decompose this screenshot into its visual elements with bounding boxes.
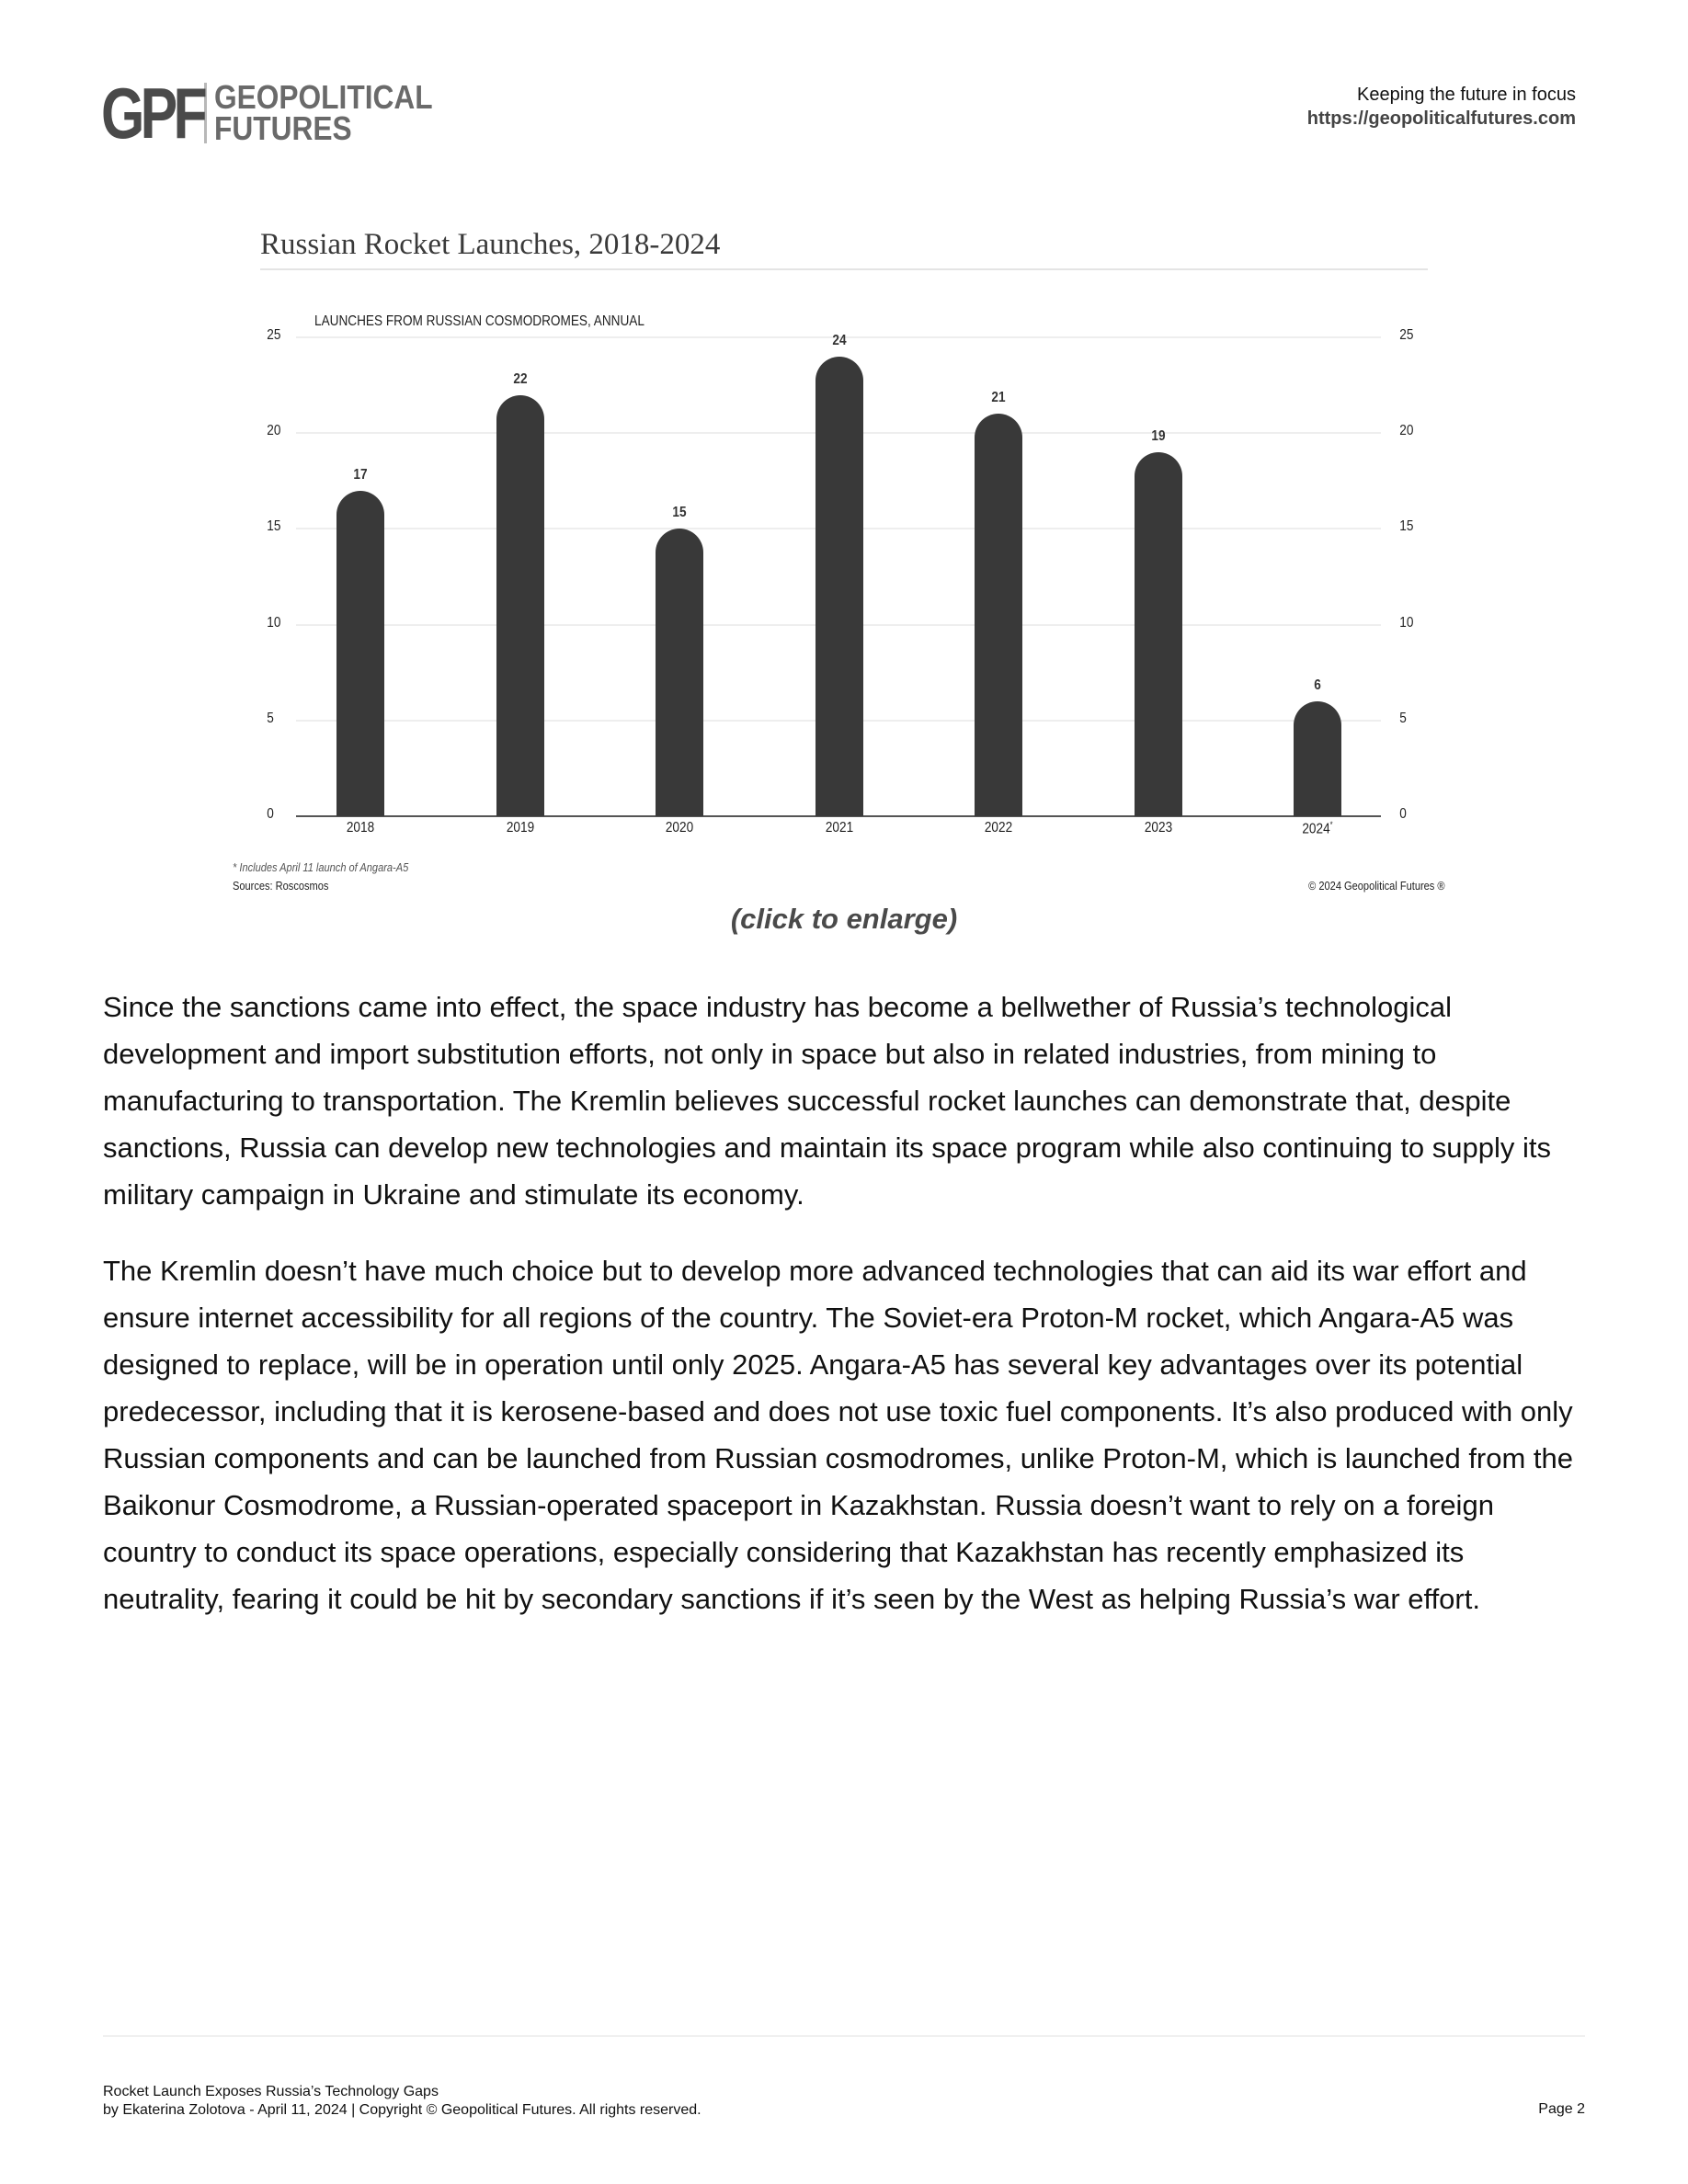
bar-value-label: 19 [1151, 428, 1166, 445]
y-axis-tick-left: 25 [267, 327, 281, 343]
y-axis-tick-right: 15 [1399, 518, 1414, 535]
gpf-logo [101, 73, 462, 154]
footer-byline: by Ekaterina Zolotova - April 11, 2024 | Copyright © Geopolitical Futures. All rights reserved. [103, 2102, 701, 2118]
article-paragraph: The Kremlin doesn’t have much choice but to develop more advanced technologies that can aid its war effort and ensure internet accessibility for all regions of the country. The Soviet-era Proton-M rocket, which Angara-A5 was designed to replace, will be in operation until only 2025. Angara-A5 has several key advantages over its potential predecessor, including that it is kerosene-based and does not use toxic fuel components. It’s also produced with only Russian components and can be launched from Russian cosmodromes, unlike Proton-M, which is launched from the Baikonur Cosmodrome, a Russian-operated spaceport in Kazakhstan. Russia doesn’t want to rely on a foreign country to conduct its space operations, especially considering that Kazakhstan has recently emphasized its neutrality, fearing it could be hit by secondary sanctions if it’s seen by the West as helping Russia’s war effort. [103, 1255, 1574, 1615]
header-tagline-block [1307, 83, 1576, 131]
logo-wordmark [214, 78, 462, 147]
x-axis-tick: 2021 [825, 820, 854, 836]
logo-line-1: GEOPOLITICAL [214, 78, 433, 116]
bar-2024 [1294, 701, 1341, 816]
chart-plot-area [230, 221, 1462, 901]
y-axis-tick-left: 0 [267, 806, 274, 822]
chart-subtitle: LAUNCHES FROM RUSSIAN COSMODROMES, ANNUAL [314, 313, 644, 329]
y-axis-tick-right: 0 [1399, 806, 1407, 822]
x-axis-tick: 2018 [346, 820, 375, 836]
x-axis-tick: 2019 [506, 820, 535, 836]
click-to-enlarge-link[interactable]: (click to enlarge) [730, 903, 958, 935]
bar-2019 [496, 395, 544, 816]
y-axis-tick-left: 20 [267, 423, 281, 439]
chart-copyright: © 2024 Geopolitical Futures ® [1308, 879, 1445, 893]
y-axis-tick-right: 5 [1399, 710, 1407, 726]
chart-figure[interactable] [230, 221, 1462, 901]
bar-value-label: 24 [832, 332, 847, 348]
x-axis-tick: 2024* [1302, 820, 1333, 837]
bar-2021 [815, 357, 863, 816]
bar-2023 [1135, 452, 1182, 816]
bar-value-label: 6 [1314, 677, 1321, 693]
article-paragraph: Since the sanctions came into effect, the space industry has become a bellwether of Russia’s technological development and import substitution efforts, not only in space but also in related industries, from mining to manufacturing to transportation. The Kremlin believes successful rocket launches can demonstrate that, despite sanctions, Russia can develop new technologies and maintain its space program while also continuing to supply its military campaign in Ukraine and stimulate its economy. [103, 991, 1552, 1211]
y-axis-tick-left: 5 [267, 710, 274, 726]
x-axis-tick: 2020 [665, 820, 694, 836]
footer-info [103, 2083, 701, 2120]
bar-2018 [336, 491, 384, 816]
article-body [103, 984, 1592, 1652]
bar-value-label: 15 [672, 505, 687, 521]
y-axis-tick-left: 10 [267, 614, 281, 631]
logo-divider [204, 83, 207, 143]
page-number: Page 2 [1538, 2101, 1585, 2117]
site-url-link[interactable]: https://geopoliticalfutures.com [1306, 108, 1576, 129]
chart-footnote: * Includes April 11 launch of Angara-A5 [233, 860, 409, 874]
bar-value-label: 17 [353, 466, 368, 483]
footer-divider [103, 2035, 1585, 2037]
footer-article-title: Rocket Launch Exposes Russia’s Technology Gaps [103, 2084, 439, 2099]
x-axis-tick: 2022 [984, 820, 1013, 836]
y-axis-tick-left: 15 [267, 518, 281, 535]
y-axis-tick-right: 10 [1399, 614, 1414, 631]
y-axis-tick-right: 20 [1399, 423, 1414, 439]
bar-value-label: 22 [513, 370, 528, 387]
bar-2020 [656, 529, 703, 816]
y-axis-tick-right: 25 [1399, 327, 1414, 343]
logo-mark: GPF [101, 73, 204, 154]
x-axis-tick: 2023 [1144, 820, 1173, 836]
chart-title: Russian Rocket Launches, 2018-2024 [260, 228, 721, 261]
logo-line-2: FUTURES [214, 109, 352, 147]
tagline: Keeping the future in focus [1357, 85, 1576, 105]
chart-sources: Sources: Roscosmos [233, 879, 329, 893]
bar-value-label: 21 [991, 390, 1006, 406]
bar-2022 [975, 414, 1022, 816]
